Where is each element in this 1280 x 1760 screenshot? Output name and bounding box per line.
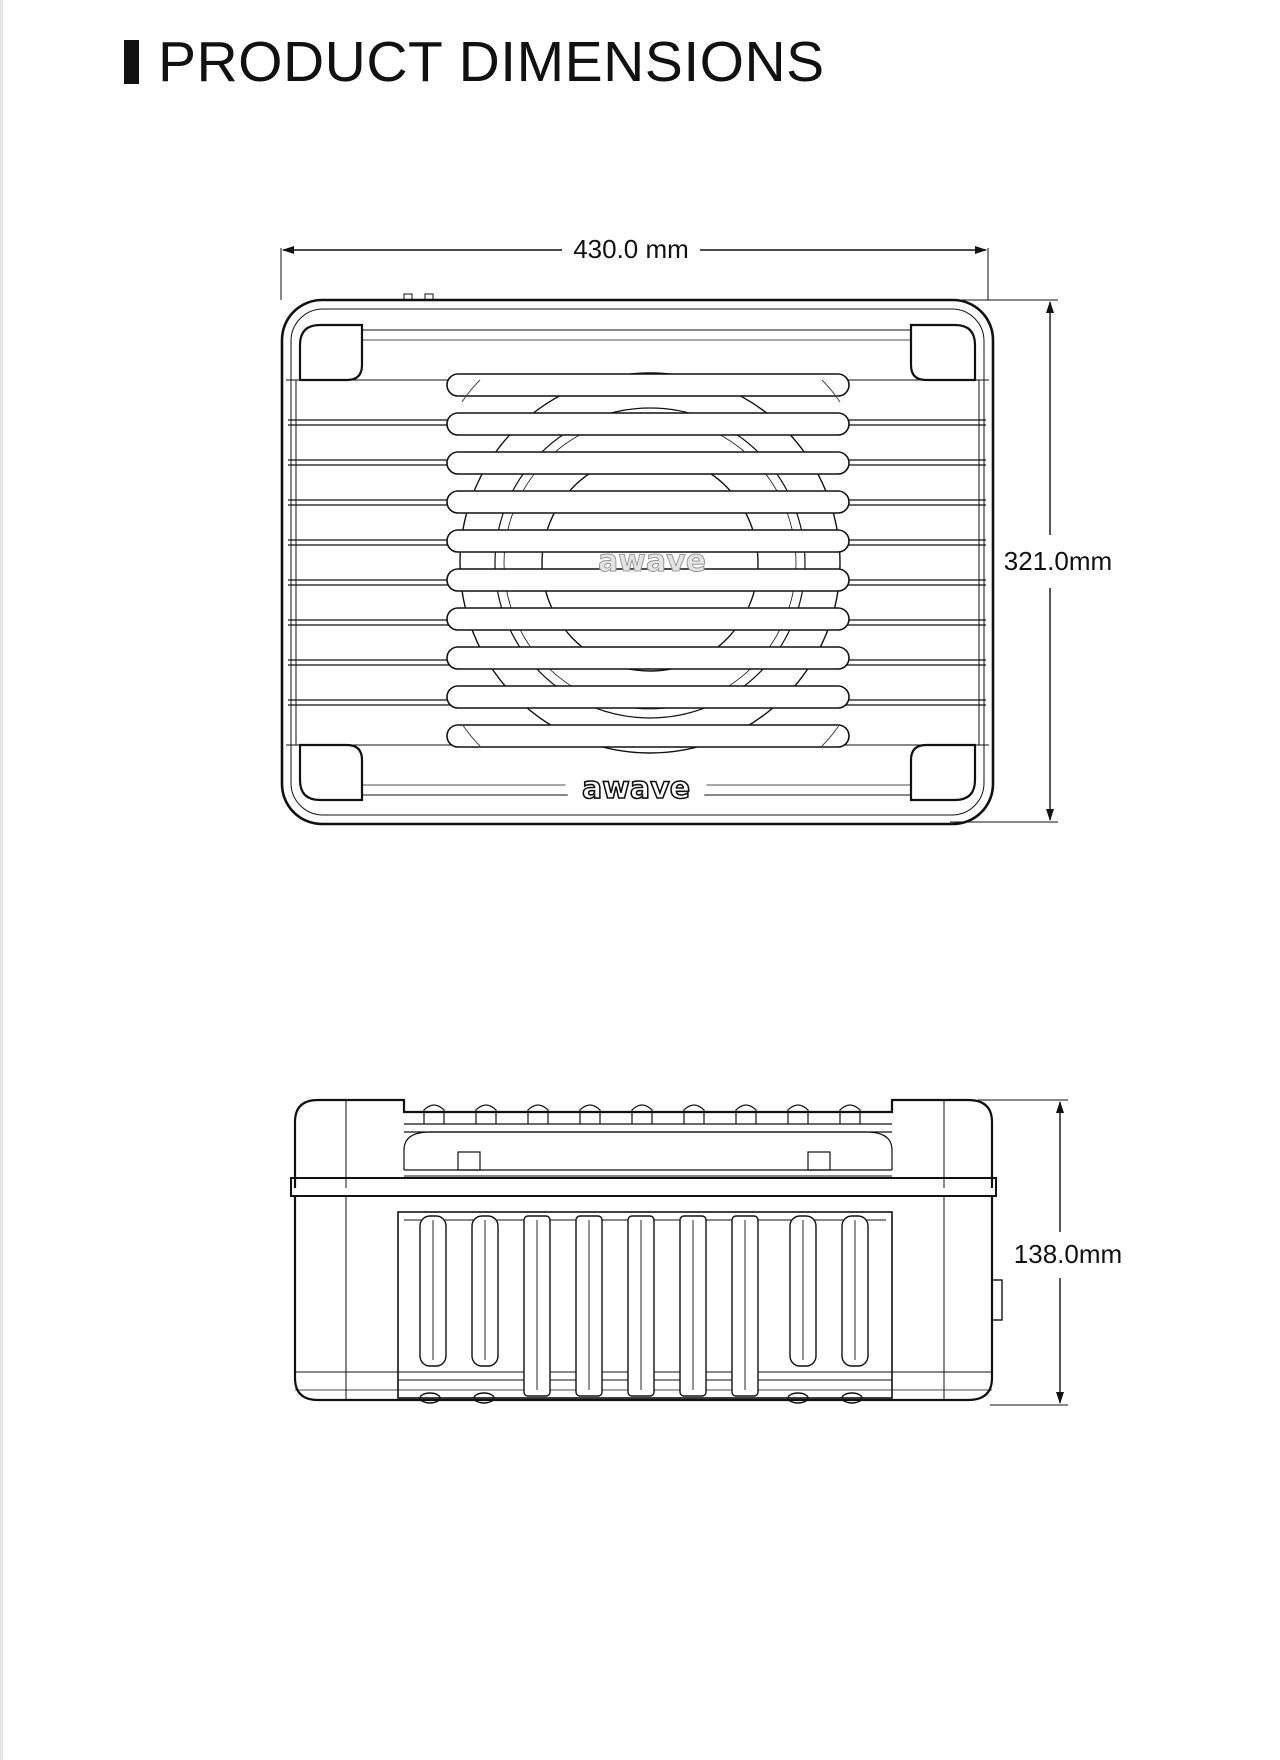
top-vents bbox=[404, 1105, 892, 1132]
center-logo-watermark: awave bbox=[597, 544, 707, 579]
corner-bottom-right bbox=[911, 745, 975, 800]
grille-slot bbox=[447, 491, 849, 513]
depth-label: 138.0mm bbox=[1013, 1239, 1123, 1269]
grille-slot bbox=[447, 647, 849, 669]
side-seam bbox=[291, 1178, 996, 1196]
width-label: 430.0 mm bbox=[573, 234, 689, 264]
side-view bbox=[291, 1100, 1068, 1405]
grille-slot bbox=[447, 608, 849, 630]
brand-logo bbox=[566, 767, 706, 806]
grille-slot bbox=[447, 374, 849, 396]
grille-slot bbox=[447, 413, 849, 435]
height-label: 321.0mm bbox=[1003, 546, 1113, 576]
brand-logo-text: awave bbox=[581, 771, 691, 806]
side-port bbox=[992, 1280, 1002, 1320]
fin-pairs bbox=[420, 1216, 868, 1396]
corner-top-left bbox=[300, 325, 362, 380]
page-title: PRODUCT DIMENSIONS bbox=[158, 30, 825, 94]
corner-bottom-left bbox=[300, 745, 362, 800]
corner-top-right bbox=[911, 325, 975, 380]
side-upper-housing bbox=[295, 1100, 992, 1188]
grille-slot bbox=[447, 725, 849, 747]
grille-slot bbox=[447, 452, 849, 474]
grille-slot bbox=[447, 686, 849, 708]
top-view bbox=[281, 248, 1058, 824]
